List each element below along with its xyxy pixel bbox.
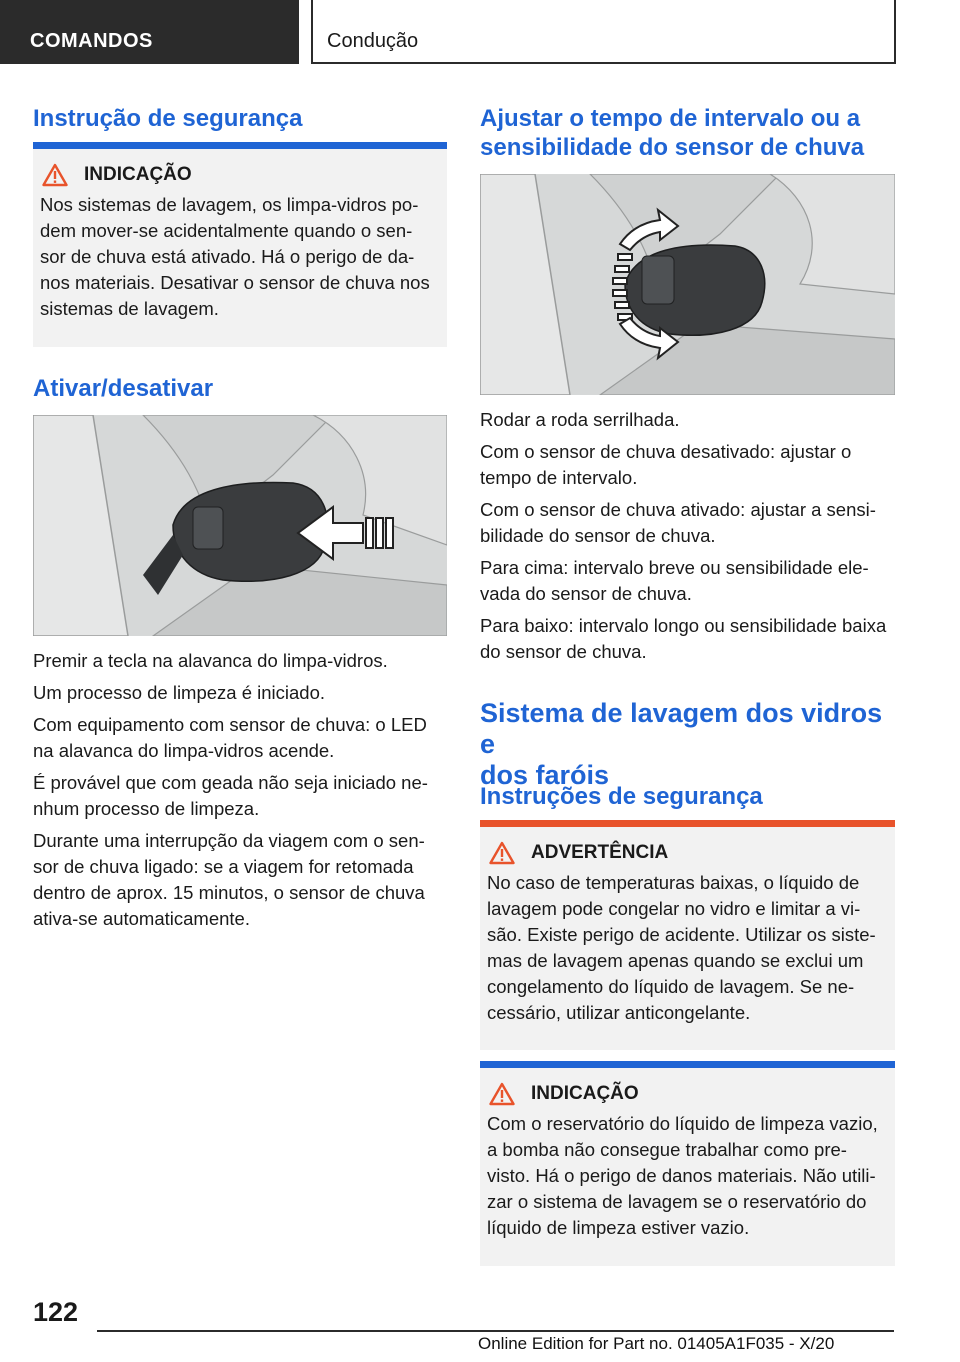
warning-triangle-icon bbox=[489, 1082, 515, 1106]
washer-heading-line: Sistema de lavagem dos vidros e bbox=[480, 698, 883, 759]
note-label: INDICAÇÃO bbox=[531, 1083, 639, 1104]
note-line: visto. Há o perigo de danos materiais. Não utili- bbox=[487, 1165, 876, 1186]
note-label: INDICAÇÃO bbox=[84, 164, 192, 185]
paragraph: tempo de intervalo. bbox=[480, 467, 638, 488]
paragraph: Durante uma interrupção da viagem com o sen- bbox=[33, 830, 425, 851]
safety-heading: Instrução de segurança bbox=[33, 105, 303, 132]
washer-heading bbox=[480, 698, 896, 791]
note-accent-bar bbox=[480, 1061, 895, 1068]
paragraph: Um processo de limpeza é iniciado. bbox=[33, 682, 326, 703]
warning-line: congelamento do líquido de lavagem. Se ne- bbox=[487, 976, 855, 997]
paragraph: ativa-se automaticamente. bbox=[33, 908, 250, 929]
note-line: sistemas de lavagem. bbox=[40, 298, 219, 319]
footer-edition: Online Edition for Part no. 01405A1F035 - X/20 bbox=[478, 1334, 835, 1353]
paragraph: dentro de aprox. 15 minutos, o sensor de chuva bbox=[33, 882, 425, 903]
note-line: a bomba não consegue trabalhar como pre- bbox=[487, 1139, 847, 1160]
paragraph: Com o sensor de chuva ativado: ajustar a sensi- bbox=[480, 499, 876, 520]
paragraph: na alavanca do limpa-vidros acende. bbox=[33, 740, 335, 761]
page-number: 122 bbox=[33, 1297, 79, 1327]
paragraph: Com equipamento com sensor de chuva: o LED bbox=[33, 714, 427, 735]
onoff-heading: Ativar/desativar bbox=[33, 375, 214, 402]
warning-line: No caso de temperaturas baixas, o líquido de bbox=[487, 872, 860, 893]
paragraph: Com o sensor de chuva desativado: ajustar o bbox=[480, 441, 852, 462]
paragraph: vada do sensor de chuva. bbox=[480, 583, 692, 604]
paragraph: nhum processo de limpeza. bbox=[33, 798, 260, 819]
paragraph: Rodar a roda serrilhada. bbox=[480, 409, 680, 430]
paragraph: do sensor de chuva. bbox=[480, 641, 647, 662]
note-line: sor de chuva está ativado. Há o perigo de da- bbox=[40, 246, 415, 267]
knurled-wheel-illustration bbox=[480, 174, 895, 395]
section-title: Condução bbox=[311, 0, 896, 64]
warning-line: mas de lavagem apenas quando se exclui um bbox=[487, 950, 864, 971]
note-line: nos materiais. Desativar o sensor de chuva nos bbox=[40, 272, 430, 293]
paragraph: É provável que com geada não seja iniciado ne- bbox=[33, 772, 428, 793]
note-line: zar o sistema de lavagem se o reservatório do bbox=[487, 1191, 867, 1212]
wiper-stalk-press-illustration bbox=[33, 415, 447, 636]
warning-triangle-icon bbox=[489, 841, 515, 865]
interval-heading bbox=[480, 104, 896, 162]
note-line: líquido de limpeza estiver vazio. bbox=[487, 1217, 750, 1238]
warning-box-advertencia bbox=[480, 820, 895, 1050]
safety-instructions-heading: Instruções de segurança bbox=[480, 783, 763, 810]
footer-divider bbox=[97, 1330, 894, 1332]
warning-accent-bar bbox=[480, 820, 895, 827]
washer-heading-line: dos faróis bbox=[480, 760, 610, 790]
note-accent-bar bbox=[33, 142, 447, 149]
chapter-tab[interactable]: COMANDOS bbox=[0, 0, 299, 64]
warning-line: lavagem pode congelar no vidro e limitar a vi- bbox=[487, 898, 861, 919]
note-line: Nos sistemas de lavagem, os limpa-vidros po- bbox=[40, 194, 419, 215]
interval-heading-line: Ajustar o tempo de intervalo ou a bbox=[480, 105, 861, 132]
interval-heading-line: sensibilidade do sensor de chuva bbox=[480, 134, 865, 161]
paragraph: Para cima: intervalo breve ou sensibilidade ele- bbox=[480, 557, 869, 578]
warning-line: cessário, utilizar anticongelante. bbox=[487, 1002, 751, 1023]
note-line: Com o reservatório do líquido de limpeza vazio, bbox=[487, 1113, 878, 1134]
paragraph: bilidade do sensor de chuva. bbox=[480, 525, 716, 546]
note-line: dem mover-se acidentalmente quando o sen- bbox=[40, 220, 413, 241]
note-box-indicacao-2 bbox=[480, 1061, 895, 1266]
paragraph: sor de chuva ligado: se a viagem for retomada bbox=[33, 856, 414, 877]
paragraph: Para baixo: intervalo longo ou sensibilidade baixa bbox=[480, 615, 887, 636]
paragraph: Premir a tecla na alavanca do limpa-vidros. bbox=[33, 650, 388, 671]
warning-label: ADVERTÊNCIA bbox=[531, 842, 669, 863]
warning-triangle-icon bbox=[42, 163, 68, 187]
warning-line: são. Existe perigo de acidente. Utilizar os siste- bbox=[487, 924, 876, 945]
note-box-indicacao bbox=[33, 142, 447, 347]
